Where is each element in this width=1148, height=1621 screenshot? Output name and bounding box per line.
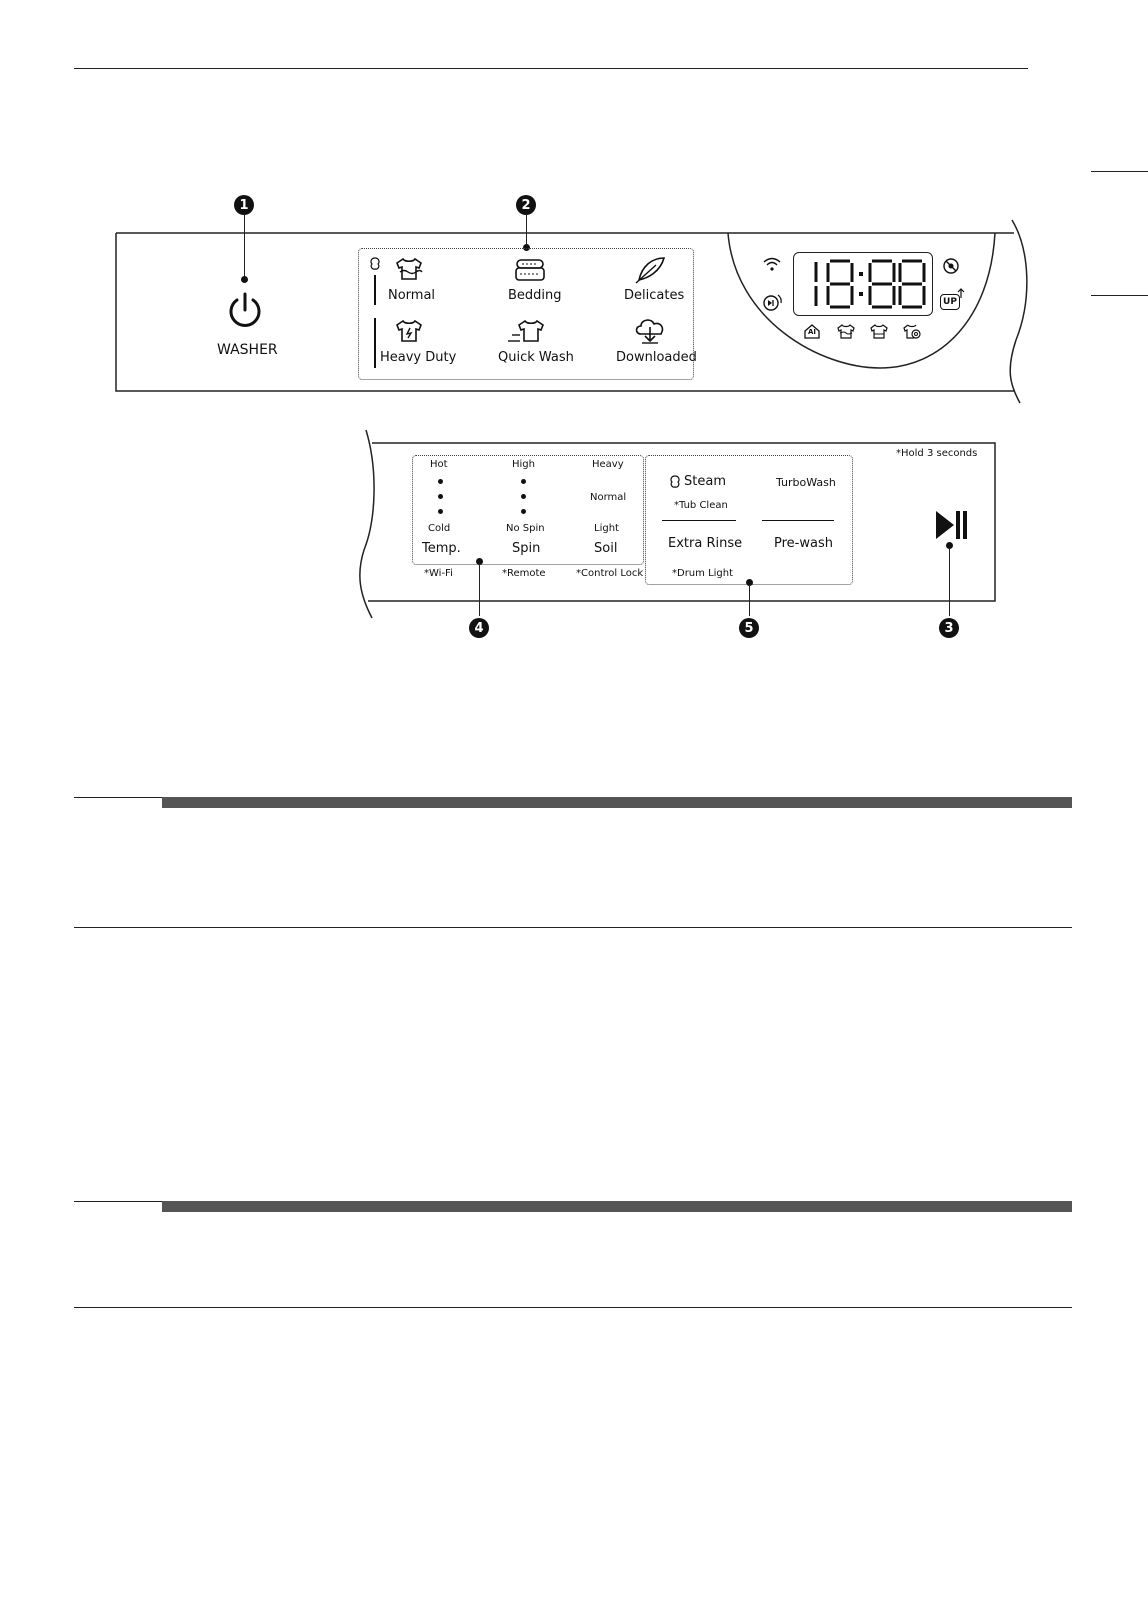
spin-top-label: High xyxy=(512,459,535,470)
section-1-bottom-rule xyxy=(74,927,1072,928)
spin-level-dot xyxy=(521,494,526,499)
cycle-bedding-label: Bedding xyxy=(508,288,562,303)
temp-bottom-label: Cold xyxy=(428,523,451,534)
cycle-heavy-duty-label: Heavy Duty xyxy=(380,350,457,365)
wifi-secondary-label: *Wi-Fi xyxy=(424,568,453,579)
spin-button-label: Spin xyxy=(512,541,541,556)
remote-secondary-label: *Remote xyxy=(502,568,546,579)
cycle-downloaded-label: Downloaded xyxy=(616,350,697,365)
spin-level-dot xyxy=(521,479,526,484)
ai-label: AI xyxy=(808,328,817,336)
control-lock-secondary-label: *Control Lock xyxy=(576,568,644,579)
washer-label: WASHER xyxy=(217,342,278,358)
section-2-bar xyxy=(162,1201,1072,1212)
callout-1: 1 xyxy=(234,195,254,215)
tub-clean-label: *Tub Clean xyxy=(674,500,728,511)
steam-label: Steam xyxy=(684,474,726,489)
soil-button-label: Soil xyxy=(594,541,618,556)
callout-2: 2 xyxy=(516,195,536,215)
callout-4: 4 xyxy=(469,618,489,638)
section-2-thin-rule xyxy=(74,1201,162,1202)
extra-rinse-label: Extra Rinse xyxy=(668,536,743,551)
steam-divider xyxy=(662,520,736,521)
soil-selector[interactable] xyxy=(584,459,634,561)
start-pause-icon[interactable] xyxy=(934,509,968,541)
extra-rinse-button[interactable] xyxy=(662,536,746,560)
callout-5: 5 xyxy=(739,618,759,638)
hold-note: *Hold 3 seconds xyxy=(896,448,978,459)
drum-light-secondary-label: *Drum Light xyxy=(672,568,734,579)
temp-top-label: Hot xyxy=(430,459,448,470)
section-2-bottom-rule xyxy=(74,1307,1072,1308)
spin-bottom-label: No Spin xyxy=(506,523,545,534)
prewash-label: Pre-wash xyxy=(774,536,833,551)
soil-bottom-label: Light xyxy=(594,523,619,534)
turbowash-divider xyxy=(762,520,834,521)
callout-4-leader xyxy=(479,563,480,616)
steam-button[interactable] xyxy=(662,472,738,520)
cycle-quick-wash-label: Quick Wash xyxy=(498,350,574,365)
temp-selector[interactable] xyxy=(418,459,466,561)
temp-level-dot xyxy=(438,479,443,484)
prewash-button[interactable] xyxy=(766,536,836,560)
steam-icon xyxy=(668,474,682,490)
callout-5-leader xyxy=(749,584,750,616)
turbowash-label: TurboWash xyxy=(776,476,836,489)
temp-button-label: Temp. xyxy=(422,541,461,556)
spin-selector[interactable] xyxy=(500,459,550,561)
temp-level-dot xyxy=(438,494,443,499)
callout-3: 3 xyxy=(939,618,959,638)
cycle-delicates-label: Delicates xyxy=(624,288,685,303)
turbowash-button[interactable] xyxy=(764,472,836,502)
section-1-bar xyxy=(162,797,1072,808)
cycle-normal-label: Normal xyxy=(388,288,436,303)
callout-3-leader xyxy=(949,548,950,616)
soil-top-label: Heavy xyxy=(592,459,624,470)
soil-middle-label: Normal xyxy=(590,492,627,503)
temp-level-dot xyxy=(438,509,443,514)
spin-level-dot xyxy=(521,509,526,514)
section-1-thin-rule xyxy=(74,797,162,798)
update-indicator: UP xyxy=(940,294,960,310)
